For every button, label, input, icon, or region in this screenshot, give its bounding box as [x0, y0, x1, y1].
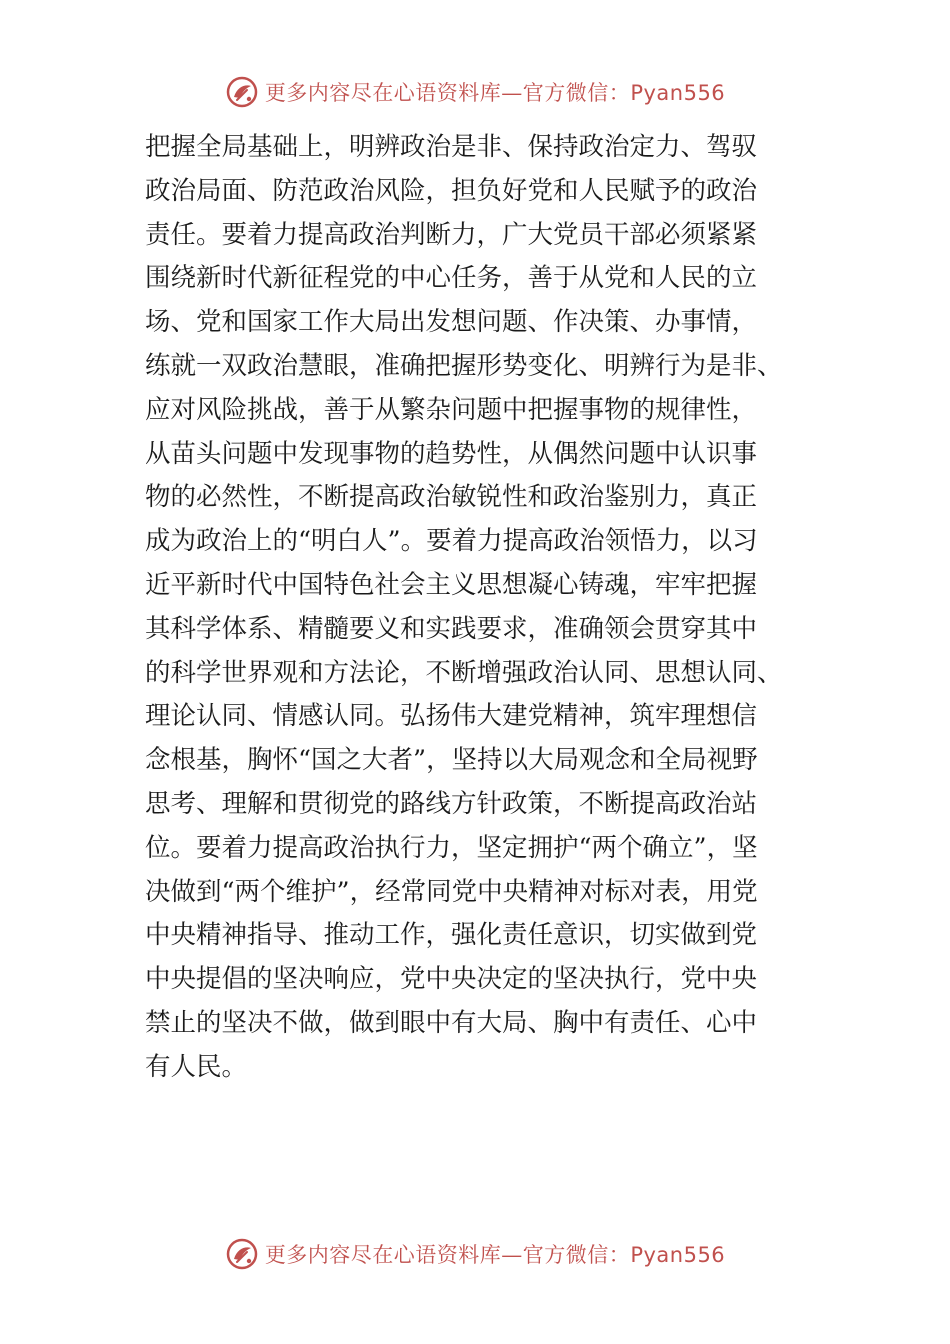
text-line: 近平新时代中国特色社会主义思想凝心铸魂，牢牢把握: [145, 569, 758, 600]
text-line: 从苗头问题中发现事物的趋势性，从偶然问题中认识事: [145, 438, 758, 469]
header-watermark: [0, 72, 950, 112]
text-line: 应对风险挑战，善于从繁杂问题中把握事物的规律性，: [145, 394, 758, 425]
watermark-prefix: 更多内容尽在心语资料库—官方微信：: [264, 1243, 631, 1267]
seal-logo-icon: [225, 75, 259, 109]
text-line: 物的必然性，不断提高政治敏锐性和政治鉴别力，真正: [145, 482, 758, 513]
watermark-text: [265, 77, 725, 107]
body-paragraph: [145, 126, 810, 1090]
text-line: 有人民。: [145, 1051, 248, 1082]
text-line: 念根基，胸怀“国之大者”，坚持以大局观念和全局视野: [145, 745, 758, 776]
text-line: 其科学体系、精髓要义和实践要求，准确领会贯穿其中: [145, 613, 758, 644]
watermark-text: [265, 1239, 725, 1269]
text-line: 围绕新时代新征程党的中心任务，善于从党和人民的立: [145, 263, 758, 294]
text-line: 位。要着力提高政治执行力，坚定拥护“两个确立”，坚: [145, 832, 758, 863]
text-line: 把握全局基础上，明辨政治是非、保持政治定力、驾驭: [145, 132, 758, 162]
seal-logo-icon: [225, 1237, 259, 1271]
text-line: 的科学世界观和方法论，不断增强政治认同、思想认同、: [145, 657, 783, 688]
watermark-wechat-id: Pyan556: [630, 1243, 726, 1267]
text-line: 决做到“两个维护”，经常同党中央精神对标对表，用党: [145, 876, 758, 907]
watermark-wechat-id: Pyan556: [630, 81, 726, 105]
text-line: 责任。要着力提高政治判断力，广大党员干部必须紧紧: [145, 219, 758, 250]
text-line: 理论认同、情感认同。弘扬伟大建党精神，筑牢理想信: [145, 701, 758, 732]
watermark-prefix: 更多内容尽在心语资料库—官方微信：: [264, 81, 631, 105]
text-line: 练就一双政治慧眼，准确把握形势变化、明辨行为是非、: [145, 350, 783, 381]
text-line: 政治局面、防范政治风险，担负好党和人民赋予的政治: [145, 175, 758, 206]
text-line: 中央提倡的坚决响应，党中央决定的坚决执行，党中央: [145, 964, 758, 995]
footer-watermark: [0, 1234, 950, 1274]
text-line: 禁止的坚决不做，做到眼中有大局、胸中有责任、心中: [145, 1007, 758, 1038]
text-line: 中央精神指导、推动工作，强化责任意识，切实做到党: [145, 920, 758, 951]
text-line: 场、党和国家工作大局出发想问题、作决策、办事情，: [145, 307, 758, 338]
text-line: 成为政治上的“明白人”。要着力提高政治领悟力，以习: [145, 526, 758, 557]
text-line: 思考、理解和贯彻党的路线方针政策，不断提高政治站: [145, 788, 758, 819]
